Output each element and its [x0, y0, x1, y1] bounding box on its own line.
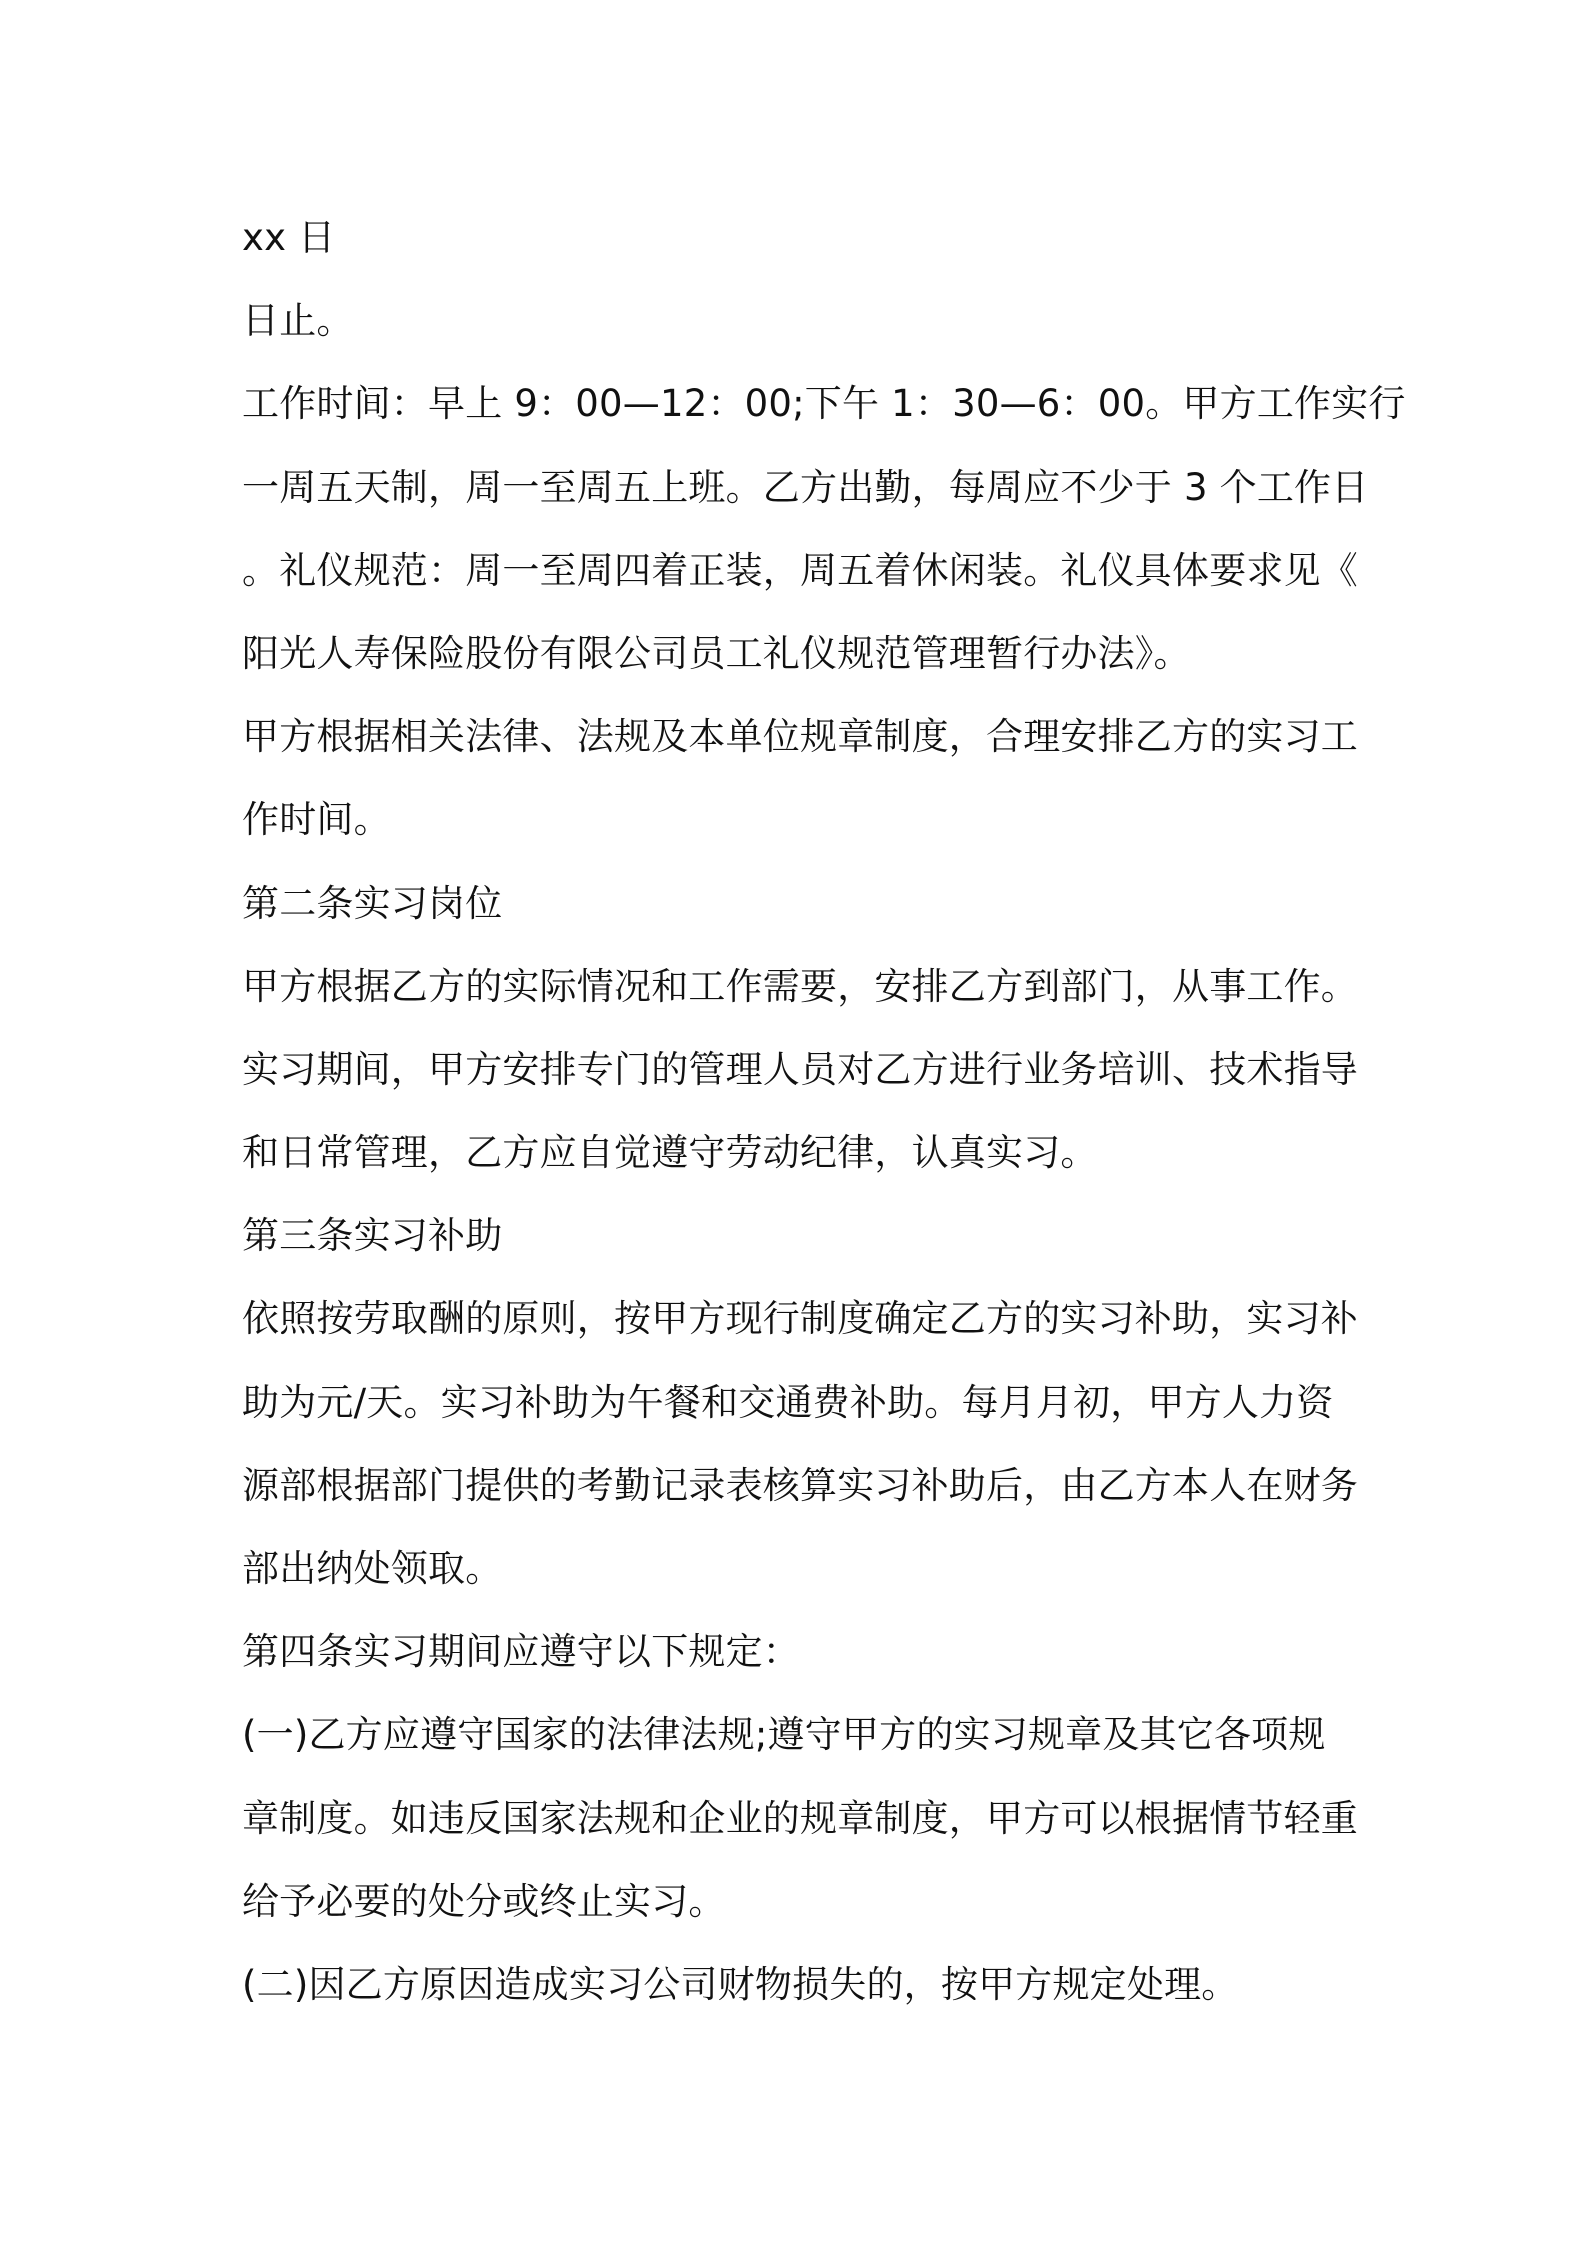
text-line: 实习期间，甲方安排专门的管理人员对乙方进行业务培训、技术指导	[242, 1047, 1358, 1091]
text-line: 给予必要的处分或终止实习。	[242, 1879, 726, 1923]
text-line: 阳光人寿保险股份有限公司员工礼仪规范管理暂行办法》。	[242, 631, 1191, 675]
section-heading: 第四条实习期间应遵守以下规定：	[242, 1630, 800, 1674]
text-line: 源部根据部门提供的考勤记录表核算实习补助后，由乙方本人在财务	[242, 1463, 1358, 1507]
document-body	[242, 196, 1406, 2026]
text-line: 部出纳处领取。	[242, 1547, 503, 1590]
text-line: 日止。	[242, 299, 354, 343]
text-line: 章制度。如违反国家法规和企业的规章制度，甲方可以根据情节轻重	[242, 1796, 1358, 1840]
text-line: 作时间。	[242, 798, 391, 842]
text-line: 依照按劳取酬的原则，按甲方现行制度确定乙方的实习补助，实习补	[242, 1297, 1358, 1341]
section-heading: 第二条实习岗位	[242, 881, 503, 925]
text-line: 甲方根据乙方的实际情况和工作需要，安排乙方到部门，从事工作。	[242, 964, 1358, 1008]
text-line: 助为元/天。实习补助为午餐和交通费补助。每月月初，甲方人力资	[242, 1380, 1334, 1424]
text-line: (二)因乙方原因造成实习公司财物损失的，按甲方规定处理。	[242, 1962, 1239, 2006]
text-line: 工作时间：早上 9：00—12：00;下午 1：30—6：00。甲方工作实行	[242, 382, 1406, 426]
text-line: 。礼仪规范：周一至周四着正装，周五着休闲装。礼仪具体要求见《	[242, 548, 1358, 592]
section-heading: 第三条实习补助	[242, 1214, 503, 1258]
text-line: 一周五天制，周一至周五上班。乙方出勤，每周应不少于 3 个工作日	[242, 465, 1369, 509]
text-line: 甲方根据相关法律、法规及本单位规章制度，合理安排乙方的实习工	[242, 715, 1358, 759]
text-line: 和日常管理，乙方应自觉遵守劳动纪律，认真实习。	[242, 1131, 1098, 1175]
text-line: (一)乙方应遵守国家的法律法规;遵守甲方的实习规章及其它各项规	[242, 1713, 1326, 1757]
text-line: xx 日	[242, 216, 336, 259]
